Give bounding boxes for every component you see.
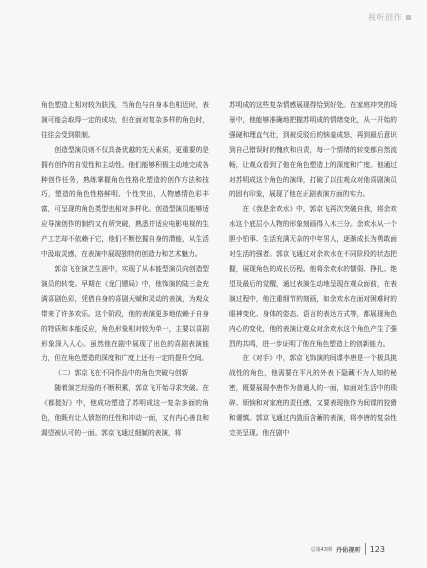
paragraph: 苏明成的这些复杂情感展现得恰到好处。在家庭冲突的场景中，他能够准确地把握苏明成的情绪变化，从一开始的强硬和理直气壮，到被反驳后的恼羞成怒，再到最后意识到自己错误时的愧疚和自责，每一个情绪的转变都自然流畅，让观众看到了他在角色塑造上的深度和广度。他通过对苏明成这个角色的演绎，打破了以往观众对他喜剧演员的固有印象，展现了他在正剧表演方面的实力。 (229, 101, 397, 199)
subheading: （二）郭京飞在不同作品中的角色突破与创新 (54, 369, 189, 378)
left-column (41, 98, 209, 441)
section-marker-icon (406, 15, 411, 20)
page-footer (311, 543, 385, 555)
section-header (368, 12, 411, 23)
journal-name: 丹佑视听 (335, 546, 361, 554)
paragraph: 随着演艺经验的不断积累，郭京飞开始寻求突破。在《都挺好》中，他成功塑造了苏明成这一复杂多面的角色，他既有让人愤怒的任性和冲动一面，又有内心善良和渴望被认可的一面。郭京飞通过细腻的表演，将 (41, 384, 209, 437)
right-column (229, 98, 397, 441)
paragraph: 在《对手》中，郭京飞饰演的间谍李唐是一个极具挑战性的角色，他需要在平凡的外表下隐藏不为人知的秘密，既要展现李唐作为普通人的一面，如面对生活中的琐碎、烦恼和对家庭的责任感，又要表现他作为间谍的狡猾和谨慎。郭京飞通过内敛而含蓄的表演，将李唐的复杂性完美呈现。他在剧中 (229, 354, 397, 437)
paragraph: 创造型演员则不仅具备优越的先天素质，更重要的是拥有创作的自觉性和主动性。他们能够积极主动地完成各种创作任务，熟练掌握角色性格化塑造的创作方法和技巧，塑造的角色性格鲜明、个性突出，人物感情色彩丰富，可呈现的角色类型也相对多样化。创造型演员能够适应导演创作的制约又有所突破，熟悉并适应电影电视的生产工艺却不依赖于它，他们不断挖掘自身的潜能，从生活中汲取灵感，在表演中展现独特的创造力和艺术魅力。 (41, 145, 209, 259)
paragraph: 角色塑造上相对较为肤浅，当角色与自身本色相近时，表演可能会取得一定的成功，但在面对复杂多样的角色时，往往会受到限制。 (41, 101, 209, 139)
paragraph: 在《我是余欢水》中，郭京飞再次突破自我，将余欢水这个底层小人物的形象刻画得入木三分。余欢水从一个胆小怕事、生活充满无奈的中年男人，逐渐成长为勇敢面对生活的强者。郭京飞通过对余欢水在不同阶段的状态把握，展现角色的成长历程。他将余欢水的懦弱、挣扎、绝望及最后的觉醒，通过表演生动地呈现在观众面前，在表演过程中，他注重细节的刻画，如余欢水在面对困难时的眼神变化、身体的姿态、语言的表达方式等，都展现角色内心的变化，他的表演让观众对余欢水这个角色产生了强烈的共鸣，进一步证明了他在角色塑造上的创新能力。 (229, 205, 397, 348)
page-number: 123 (369, 544, 385, 554)
footer-divider (365, 543, 366, 555)
paragraph: 郭京飞在演艺生涯中，实现了从本能型演员向创造型演员的转变。早期在《龙门镖局》中，他饰演的陆三金充满喜剧色彩，凭借自身的喜剧天赋和灵动的表演，为观众带来了许多欢乐。这个阶段，他的表演更多地依赖于自身的特质和本能反应，角色形象相对较为单一，主要以喜剧形象深入人心。虽然他在剧中展现了出色的喜剧表演能力，但在角色塑造的深度和广度上还有一定的提升空间。 (41, 264, 209, 363)
section-title: 视听创作 (368, 13, 402, 22)
issue-number: 总第43期 (310, 546, 332, 553)
